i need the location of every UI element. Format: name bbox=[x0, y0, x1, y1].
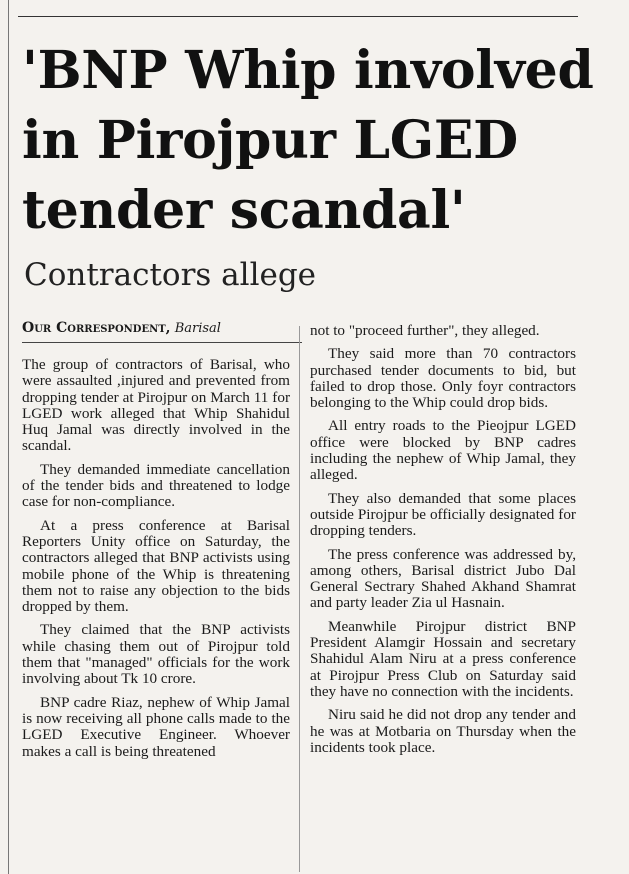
paragraph: All entry roads to the Pieojpur LGED office were blocked by BNP cadres including the nephew of Whip Jamal, they alleged. bbox=[310, 417, 576, 484]
column-divider bbox=[299, 326, 300, 872]
body-column-2 bbox=[310, 323, 576, 763]
top-rule bbox=[18, 16, 578, 17]
paragraph: The press conference was addressed by, among others, Barisal district Jubo Dal General Sectrary Shahed Akhand Shamrat and party leader Zia ul Hasnain. bbox=[310, 545, 576, 612]
paragraph: Meanwhile Pirojpur district BNP President Alamgir Hossain and secretary Shahidul Alam Niru at a press conference at Pirojpur Press Club on Saturday said they have no connection with the incidents. bbox=[310, 617, 576, 700]
headline: 'BNP Whip involved in Pirojpur LGED tender scandal' bbox=[22, 40, 594, 241]
byline bbox=[22, 319, 302, 343]
subheadline: Contractors allege bbox=[24, 257, 317, 293]
paragraph: They said more than 70 contractors purchased tender documents to bid, but failed to drop those. Only foyr contractors belonging to the Whip could drop bids. bbox=[310, 345, 576, 412]
paragraph: They demanded immediate cancellation of the tender bids and threatened to lodge case for non-compliance. bbox=[22, 460, 290, 511]
paragraph: At a press conference at Barisal Reporters Unity office on Saturday, the contractors alleged that BNP activists using mobile phone of the Whip is threatening them not to raise any objection to the bids dropped by them. bbox=[22, 516, 290, 616]
paragraph: Niru said he did not drop any tender and he was at Motbaria on Thursday when the incidents took place. bbox=[310, 706, 576, 756]
paragraph: They also demanded that some places outside Pirojpur be officially designated for dropping tenders. bbox=[310, 489, 576, 540]
byline-place: Barisal bbox=[174, 321, 221, 336]
paragraph: The group of contractors of Barisal, who were assaulted ,injured and prevented from dropping tender at Pirojpur on March 11 for LGED work alleged that Whip Shahidul Huq Jamal was directly involved in the scandal. bbox=[22, 356, 290, 455]
paragraph: They claimed that the BNP activists while chasing them out of Pirojpur told them that "managed" officials for the work involving about Tk 10 crore. bbox=[22, 621, 290, 688]
page-edge-rule bbox=[8, 0, 9, 874]
paragraph: BNP cadre Riaz, nephew of Whip Jamal is now receiving all phone calls made to the LGED Executive Engineer. Whoever makes a call is being threatened bbox=[22, 693, 290, 760]
paragraph: not to "proceed further", they alleged. bbox=[310, 322, 540, 339]
byline-name: Our Correspondent, bbox=[22, 320, 171, 336]
body-column-1 bbox=[22, 357, 290, 767]
